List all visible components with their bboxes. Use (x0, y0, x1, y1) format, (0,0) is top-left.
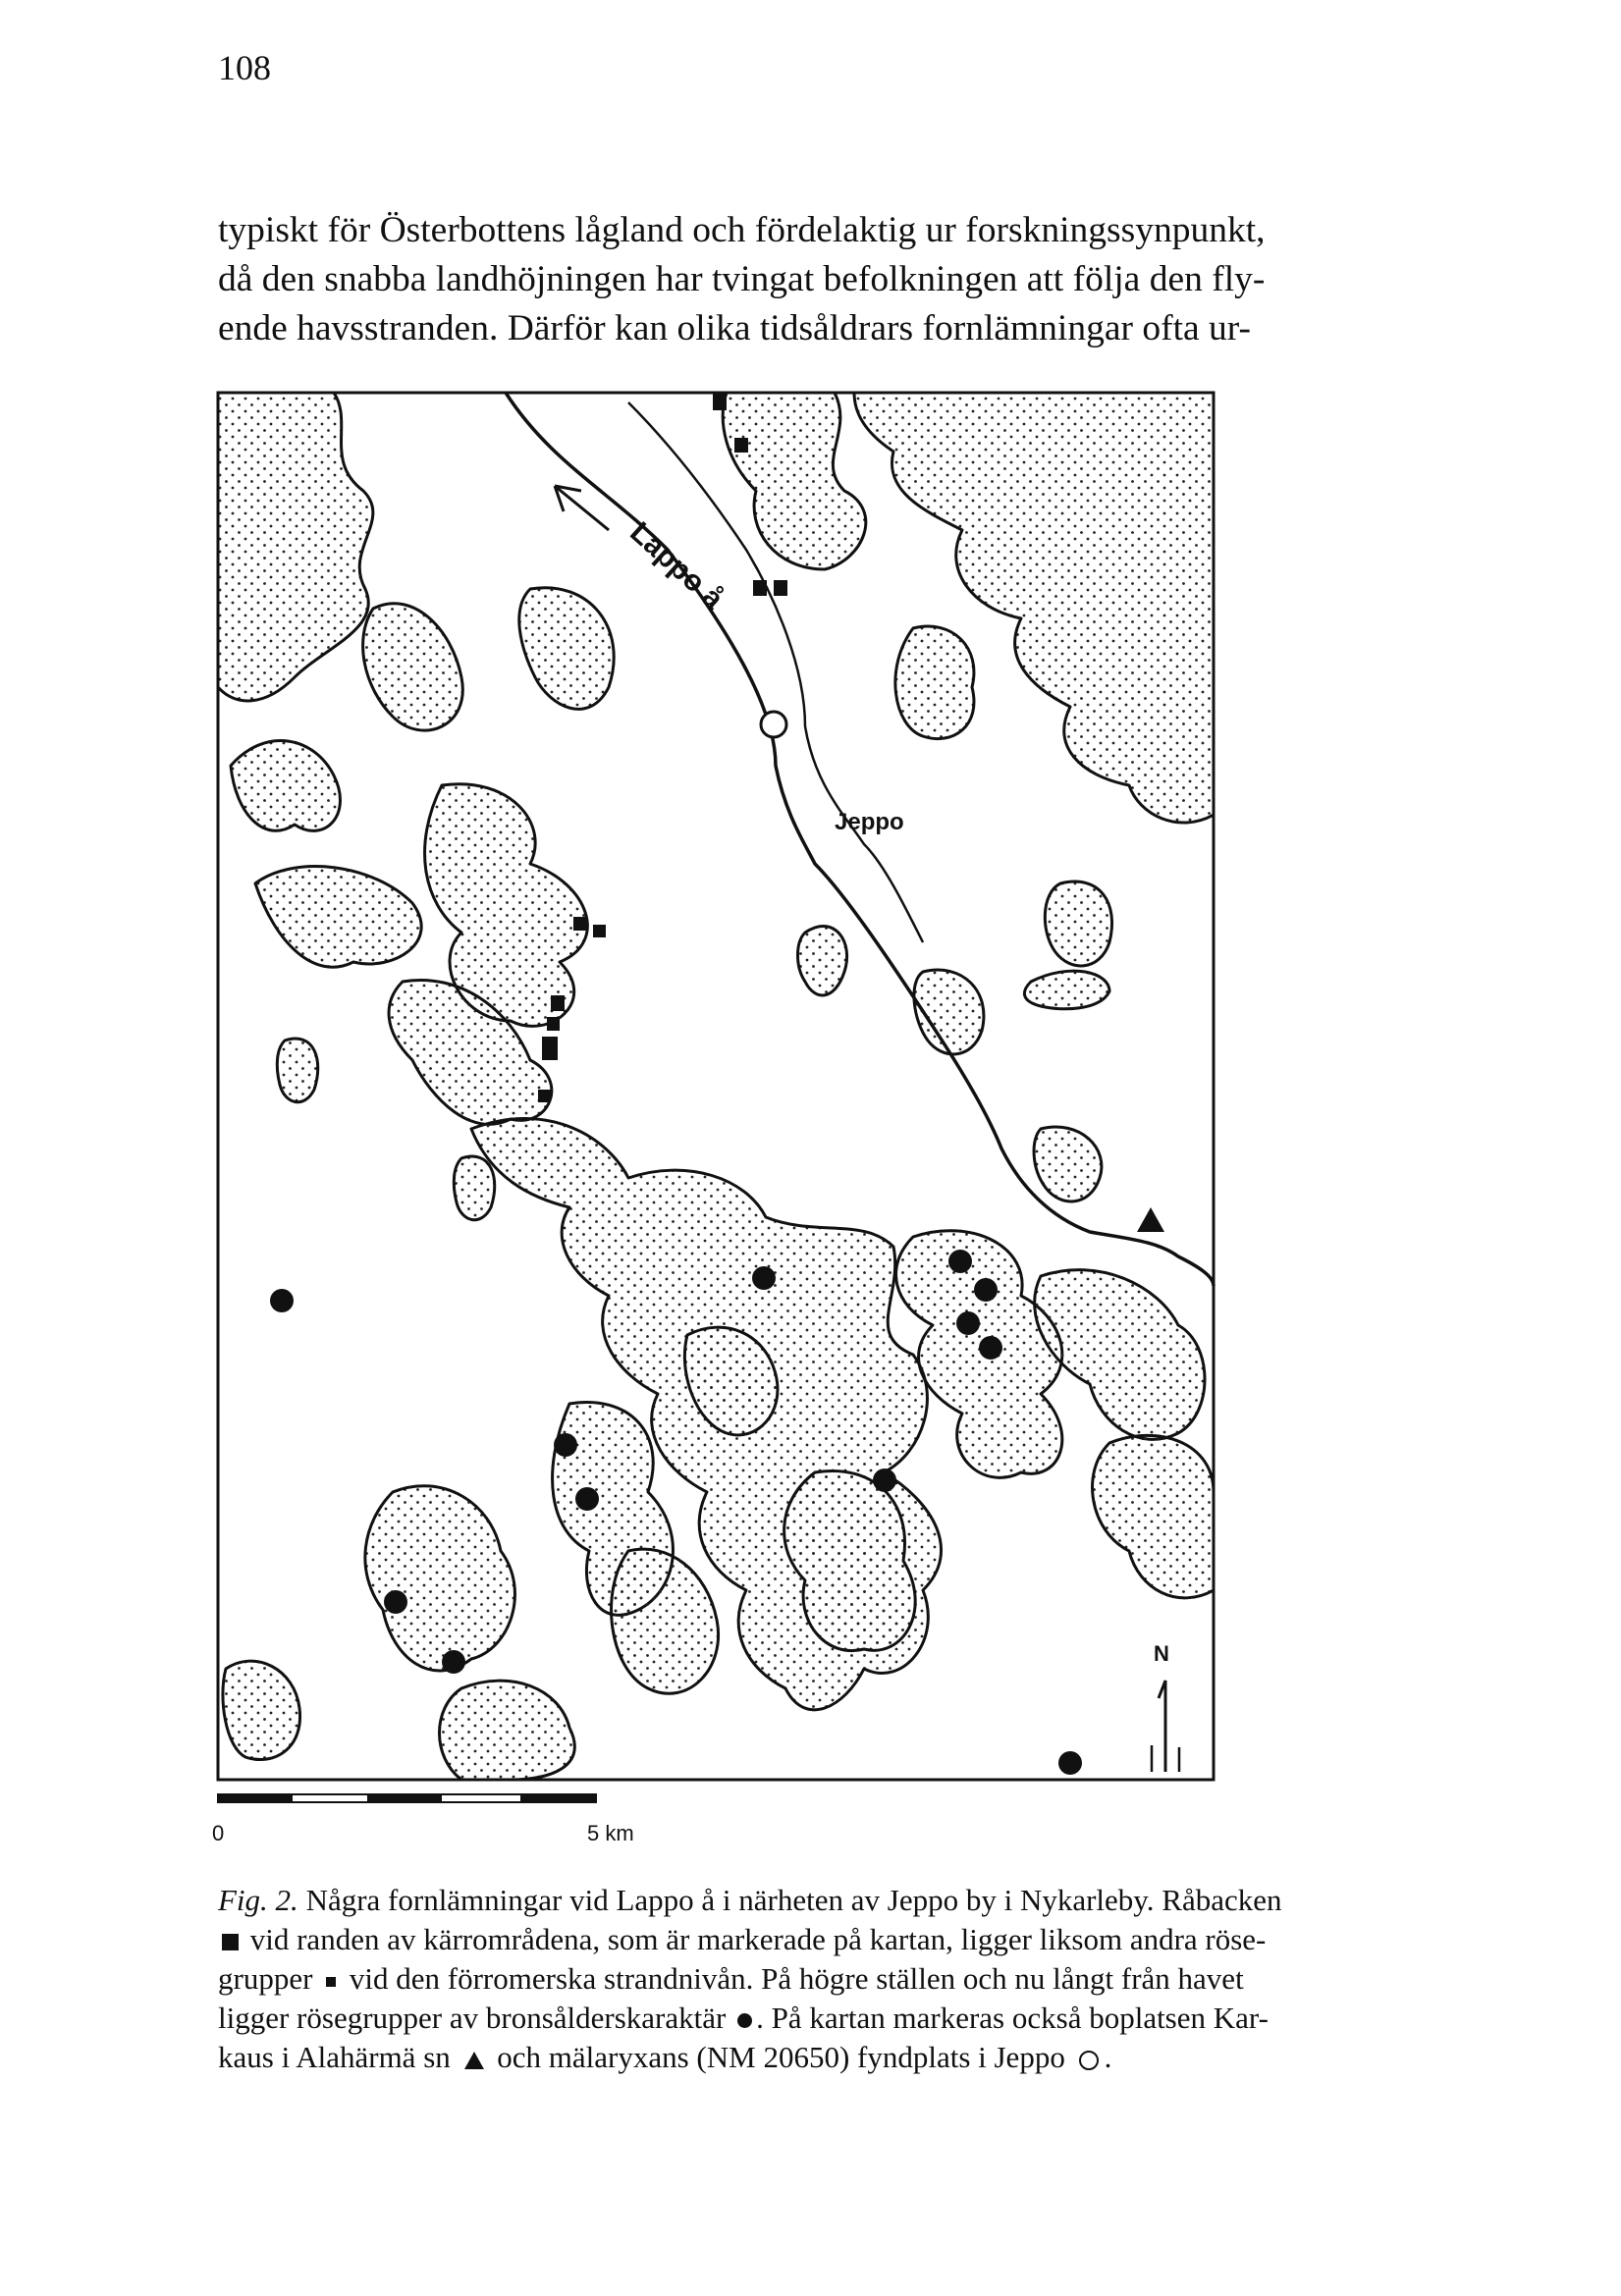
river-label: Lappo å (623, 515, 729, 616)
body-line-2: då den snabba landhöjningen har tvingat befolkningen att följa den fly- (218, 259, 1266, 299)
caption-text-2: vid randen av kärrområdena, som är markerade på kartan, ligger liksom andra röse- (243, 1922, 1267, 1956)
scale-end-label: 5 km (587, 1821, 634, 1845)
caption-line-1 (218, 1881, 1485, 1920)
figure-label: Fig. 2. (218, 1883, 298, 1917)
north-arrow (1152, 1641, 1179, 1772)
scale-bar (212, 1794, 634, 1845)
caption-line-2 (218, 1920, 1485, 1959)
caption-line-5 (218, 2038, 1485, 2077)
caption-text-3b: vid den förromerska strandnivån. På högre ställen och nu långt från havet (342, 1961, 1244, 1996)
large-square-icon (222, 1934, 239, 1950)
caption-text-5b: och mälaryxans (NM 20650) fyndplats i Jeppo (489, 2040, 1073, 2074)
triangle-icon (464, 2052, 484, 2069)
body-line-1: typiskt för Österbottens lågland och fördelaktig ur forskningssynpunkt, (218, 210, 1266, 250)
settlement-karkaus-marker (1137, 1207, 1164, 1232)
caption-text-4b: . På kartan markeras också boplatsen Kar- (756, 2001, 1269, 2035)
caption-text-3a: grupper (218, 1961, 321, 1996)
caption-text-4a: ligger rösegrupper av bronsålderskaraktär (218, 2001, 734, 2035)
caption-line-3 (218, 1959, 1485, 1999)
axe-findspot-marker (761, 712, 786, 737)
scale-start-label: 0 (212, 1821, 225, 1845)
small-square-icon (326, 1977, 336, 1987)
figure-caption (218, 1881, 1485, 2077)
town-label-jeppo: Jeppo (835, 809, 904, 835)
north-label: N (1154, 1641, 1169, 1666)
filled-dot-icon (737, 2013, 752, 2028)
caption-line-4 (218, 1999, 1485, 2038)
body-line-3: ende havsstranden. Därför kan olika tidsåldrars fornlämningar ofta ur- (218, 308, 1251, 348)
page-number: 108 (218, 48, 271, 87)
open-circle-icon (1079, 2051, 1099, 2070)
caption-text-5c: . (1104, 2040, 1112, 2074)
caption-text-1: Några fornlämningar vid Lappo å i närheten av Jeppo by i Nykarleby. Råbacken (297, 1883, 1282, 1917)
rose-cairn-markers (538, 393, 787, 1102)
caption-text-5a: kaus i Alahärmä sn (218, 2040, 459, 2074)
